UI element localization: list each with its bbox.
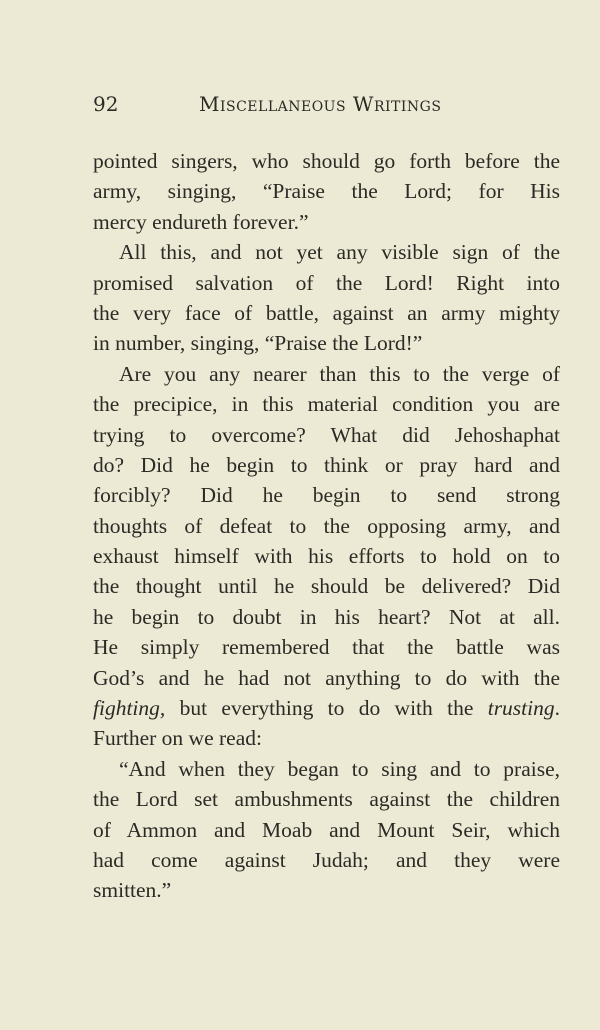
running-header [93, 92, 563, 122]
body-text [93, 146, 560, 906]
text-line: forcibly? Did he begin to send strong [93, 483, 560, 508]
text-line: in number, singing, “Praise the Lord!” [93, 331, 423, 356]
text-line: smitten.” [93, 878, 172, 903]
text-line: He simply remembered that the battle was [93, 635, 560, 660]
text-line: All this, and not yet any visible sign of the [119, 240, 560, 265]
text-line: God’s and he had not anything to do with the [93, 665, 560, 690]
text-line: exhaust himself with his efforts to hold on to [93, 544, 560, 569]
running-title: Miscellaneous Writings [199, 92, 442, 116]
text-line: of Ammon and Moab and Mount Seir, which [93, 817, 560, 842]
italic-word: trusting [487, 696, 555, 721]
text-span: but everything to do with the [179, 696, 474, 721]
text-line: trying to overcome? What did Jehoshaphat [93, 422, 560, 447]
text-span: . [554, 696, 560, 721]
text-line: promised salvation of the Lord! Right into [93, 270, 560, 295]
text-line: do? Did he begin to think or pray hard and [93, 452, 560, 477]
text-line: pointed singers, who should go forth before the [93, 149, 560, 173]
text-line: Further on we read: [93, 726, 262, 751]
text-line: mercy endureth forever.” [93, 209, 309, 234]
text-line: the Lord set ambushments against the children [93, 787, 560, 812]
text-line: thoughts of defeat to the opposing army, and [93, 513, 560, 538]
text-line-italic-emphasis [93, 693, 560, 723]
text-line: had come against Judah; and they were [93, 847, 560, 872]
text-line: army, singing, “Praise the Lord; for His [93, 179, 560, 204]
text-line: Are you any nearer than this to the verge of [119, 361, 560, 386]
text-line: the very face of battle, against an army mighty [93, 300, 560, 325]
text-line: the thought until he should be delivered? Did [93, 574, 560, 599]
page-number: 92 [93, 92, 119, 116]
italic-word: fighting, [93, 696, 166, 721]
text-line: the precipice, in this material condition you are [93, 392, 560, 417]
text-line: “And when they began to sing and to praise, [119, 756, 560, 781]
text-line: he begin to doubt in his heart? Not at all. [93, 604, 560, 629]
